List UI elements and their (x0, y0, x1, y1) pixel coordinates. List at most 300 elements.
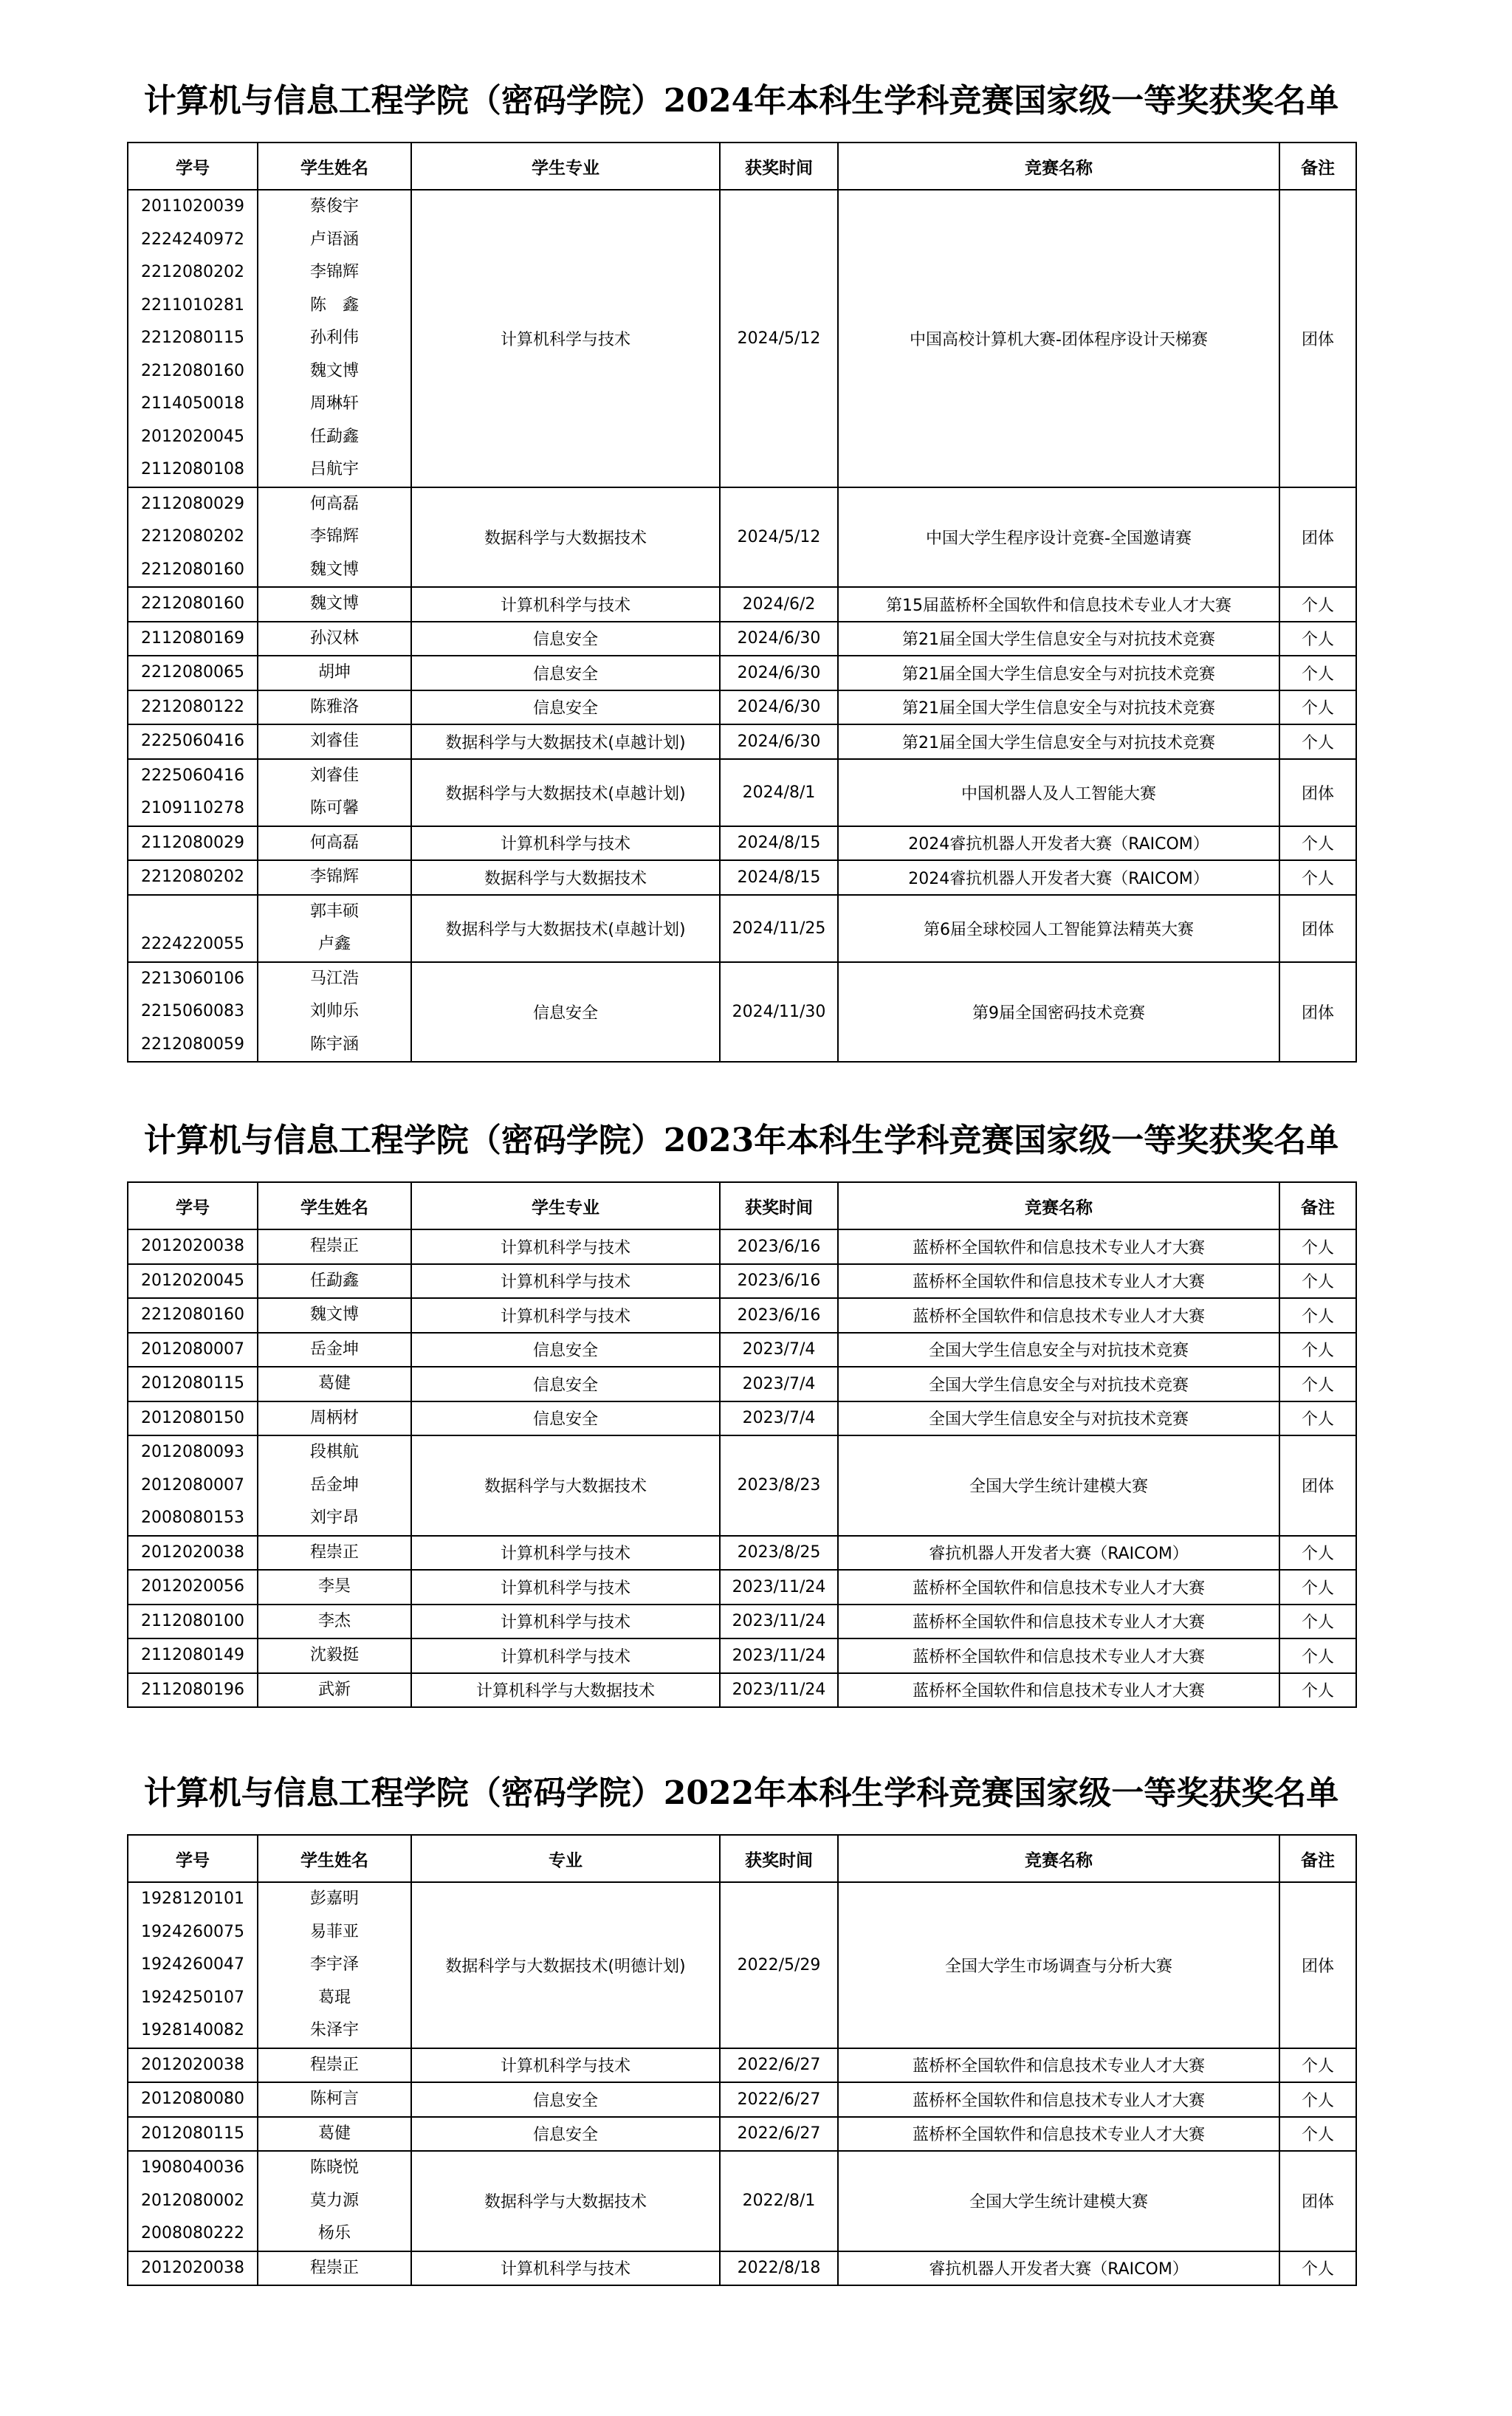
major: 信息安全 (532, 1410, 598, 1430)
student-id-cell (128, 1401, 258, 1436)
column-header: 竞赛名称 (838, 1182, 1279, 1229)
student-name: 任勐鑫 (309, 427, 359, 446)
student-id: 2012020038 (141, 2055, 244, 2074)
student-id-cell (128, 1264, 258, 1299)
competition-cell (838, 1638, 1279, 1673)
student-name-cell (258, 487, 411, 588)
table-row (128, 656, 1356, 690)
student-id-cell (128, 2151, 258, 2251)
date: 2023/6/16 (737, 1305, 821, 1325)
date-cell (720, 895, 838, 962)
date-cell (720, 2082, 838, 2117)
student-id-cell (128, 587, 258, 622)
competition-cell (838, 895, 1279, 962)
student-name: 何高磊 (309, 494, 359, 513)
competition-cell (838, 190, 1279, 487)
student-id: 2012080002 (141, 2191, 244, 2210)
note-cell (1279, 2082, 1356, 2117)
competition-cell (838, 962, 1279, 1063)
student-id: 2212080160 (141, 594, 244, 613)
table-row (128, 1401, 1356, 1436)
major-cell (411, 1605, 720, 1639)
table-row (128, 962, 1356, 1063)
student-id: 2012080093 (141, 1443, 244, 1461)
competition: 全国大学生信息安全与对抗技术竞赛 (928, 1342, 1189, 1361)
competition-cell (838, 1367, 1279, 1401)
table-row (128, 2151, 1356, 2251)
major: 数据科学与大数据技术 (484, 1478, 647, 1497)
student-id-cell (128, 622, 258, 656)
student-name: 程崇正 (309, 2258, 359, 2277)
student-id: 2109110278 (141, 799, 244, 817)
note-cell (1279, 1264, 1356, 1299)
student-id: 2211010281 (141, 295, 244, 315)
student-name: 陈 鑫 (309, 295, 359, 315)
student-id-cell (128, 1435, 258, 1536)
date-cell (720, 826, 838, 861)
student-name: 陈宇涵 (309, 1034, 359, 1054)
major: 信息安全 (532, 2091, 598, 2110)
major-cell (411, 1333, 720, 1367)
student-id: 2215060083 (141, 1002, 244, 1020)
date: 2023/7/4 (742, 1340, 816, 1359)
student-id: 2112080029 (141, 494, 244, 513)
date-cell (720, 962, 838, 1063)
student-name: 葛琨 (317, 1988, 351, 2007)
student-name: 魏文博 (309, 594, 359, 613)
date: 2022/6/27 (737, 2056, 821, 2075)
major-cell (411, 587, 720, 622)
student-id: 1924260047 (141, 1955, 244, 1974)
date: 2024/6/30 (737, 629, 821, 648)
student-name: 何高磊 (309, 833, 359, 852)
major: 计算机科学与技术 (500, 1613, 630, 1633)
date: 2023/8/25 (737, 1543, 821, 1562)
competition: 中国机器人及人工智能大赛 (961, 784, 1156, 803)
competition: 第6届全球校园人工智能算法精英大赛 (924, 920, 1194, 939)
student-id: 2225060416 (141, 766, 244, 785)
major-cell (411, 1229, 720, 1264)
major: 信息安全 (532, 2126, 598, 2145)
student-id-cell (128, 895, 258, 962)
student-id: 2212080202 (141, 263, 244, 281)
column-header: 学生姓名 (258, 1182, 411, 1229)
note-cell (1279, 2048, 1356, 2083)
student-id: 2008080153 (141, 1509, 244, 1527)
student-id-cell (128, 1229, 258, 1264)
student-id: 2212080160 (141, 560, 244, 579)
note: 个人 (1301, 2260, 1334, 2279)
table-row (128, 1882, 1356, 2048)
student-id: 2212080059 (141, 1034, 244, 1054)
note-cell (1279, 2117, 1356, 2152)
column-header: 获奖时间 (720, 143, 838, 190)
competition: 中国大学生程序设计竞赛-全国邀请赛 (926, 529, 1192, 548)
date: 2024/11/25 (732, 919, 826, 938)
major-cell (411, 690, 720, 725)
note: 个人 (1301, 699, 1334, 718)
student-name: 周柄材 (309, 1408, 359, 1427)
major: 信息安全 (532, 1342, 598, 1361)
competition: 蓝桥杯全国软件和信息技术专业人才大赛 (912, 2091, 1205, 2110)
competition-cell (838, 1401, 1279, 1436)
note-cell (1279, 1401, 1356, 1436)
date: 2024/6/30 (737, 663, 821, 682)
note: 个人 (1301, 631, 1334, 650)
student-id: 2114050018 (141, 394, 244, 413)
student-id: 2012020056 (141, 1577, 244, 1596)
student-id: 2112080149 (141, 1646, 244, 1664)
student-name: 卢语涵 (309, 230, 359, 249)
column-header: 学生姓名 (258, 143, 411, 190)
major: 数据科学与大数据技术 (484, 529, 647, 548)
student-name: 李杰 (317, 1611, 351, 1630)
competition: 蓝桥杯全国软件和信息技术专业人才大赛 (912, 1647, 1205, 1667)
major: 数据科学与大数据技术(明德计划) (445, 1957, 686, 1976)
date-cell (720, 2117, 838, 2152)
major: 计算机科学与技术 (500, 1545, 630, 1564)
student-id: 2012080007 (141, 1339, 244, 1359)
competition: 蓝桥杯全国软件和信息技术专业人才大赛 (912, 2057, 1205, 2076)
date-cell (720, 1401, 838, 1436)
student-name-cell (258, 860, 411, 895)
major-cell (411, 1367, 720, 1401)
table-row (128, 1333, 1356, 1367)
student-name-cell (258, 759, 411, 826)
table-row (128, 2117, 1356, 2152)
note: 个人 (1301, 2057, 1334, 2076)
student-id-cell (128, 1367, 258, 1401)
date: 2024/11/30 (732, 1002, 826, 1021)
note: 团体 (1301, 2193, 1334, 2212)
student-name: 刘睿佳 (309, 766, 359, 785)
awards-table (127, 1181, 1357, 1708)
date-cell (720, 724, 838, 759)
note-cell (1279, 1333, 1356, 1367)
student-name: 易菲亚 (309, 1922, 359, 1941)
section-title: 计算机与信息工程学院（密码学院）2024年本科生学科竞赛国家级一等奖获奖名单 (143, 82, 1339, 120)
note: 个人 (1301, 1682, 1334, 1701)
table-row (128, 1570, 1356, 1605)
student-name: 葛健 (317, 2124, 351, 2143)
student-name: 李锦辉 (309, 527, 359, 546)
header-row (128, 1835, 1356, 1882)
student-name-cell (258, 724, 411, 759)
student-id: 2011020039 (141, 197, 244, 216)
column-header: 学生专业 (411, 143, 720, 190)
student-id: 2213060106 (141, 969, 244, 988)
note-cell (1279, 1673, 1356, 1708)
note: 个人 (1301, 1579, 1334, 1598)
column-header: 学号 (128, 1835, 258, 1882)
competition: 蓝桥杯全国软件和信息技术专业人才大赛 (912, 1613, 1205, 1633)
student-id-cell (128, 487, 258, 588)
competition-cell (838, 690, 1279, 725)
note: 个人 (1301, 1410, 1334, 1430)
student-name-cell (258, 1401, 411, 1436)
major-cell (411, 1673, 720, 1708)
student-id: 2212080160 (141, 361, 244, 380)
student-id: 2012020045 (141, 427, 244, 446)
date-cell (720, 190, 838, 487)
competition: 中国高校计算机大赛-团体程序设计天梯赛 (910, 330, 1208, 349)
major: 计算机科学与技术 (500, 2260, 630, 2279)
student-id: 2112080196 (141, 1680, 244, 1699)
awards-table (127, 1834, 1357, 2286)
competition-cell (838, 860, 1279, 895)
competition: 蓝桥杯全国软件和信息技术专业人才大赛 (912, 1682, 1205, 1701)
note-cell (1279, 2251, 1356, 2286)
competition-cell (838, 656, 1279, 690)
student-name-cell (258, 656, 411, 690)
note-cell (1279, 622, 1356, 656)
student-id: 2012080115 (141, 1374, 244, 1393)
competition-cell (838, 1570, 1279, 1605)
date: 2023/11/24 (732, 1681, 826, 1700)
date-cell (720, 656, 838, 690)
table-row (128, 860, 1356, 895)
major-cell (411, 826, 720, 861)
major-cell (411, 190, 720, 487)
competition: 第21届全国大学生信息安全与对抗技术竞赛 (902, 631, 1215, 650)
date-cell (720, 1264, 838, 1299)
note-cell (1279, 2151, 1356, 2251)
date-cell (720, 690, 838, 725)
column-header: 竞赛名称 (838, 1835, 1279, 1882)
table-row (128, 2251, 1356, 2286)
major: 数据科学与大数据技术 (484, 2193, 647, 2212)
note: 个人 (1301, 1273, 1334, 1292)
student-name-cell (258, 2251, 411, 2286)
date: 2022/8/1 (742, 2192, 816, 2211)
date: 2024/8/15 (737, 868, 821, 887)
competition: 蓝桥杯全国软件和信息技术专业人才大赛 (912, 1307, 1205, 1326)
section-title: 计算机与信息工程学院（密码学院）2022年本科生学科竞赛国家级一等奖获奖名单 (143, 1774, 1339, 1812)
competition: 全国大学生统计建模大赛 (969, 1478, 1148, 1497)
competition: 第15届蓝桥杯全国软件和信息技术专业人才大赛 (886, 596, 1231, 615)
note-cell (1279, 1435, 1356, 1536)
major: 信息安全 (532, 1003, 598, 1023)
note-cell (1279, 690, 1356, 725)
competition: 第21届全国大学生信息安全与对抗技术竞赛 (902, 699, 1215, 718)
major: 信息安全 (532, 631, 598, 650)
student-name: 程崇正 (309, 1237, 359, 1255)
student-id-cell (128, 2048, 258, 2083)
note-cell (1279, 1298, 1356, 1333)
date-cell (720, 587, 838, 622)
student-id: 2112080029 (141, 833, 244, 852)
awards-table (127, 142, 1357, 1063)
date-cell (720, 1570, 838, 1605)
student-name-cell (258, 690, 411, 725)
student-id: 2225060416 (141, 732, 244, 750)
date-cell (720, 2048, 838, 2083)
table-row (128, 895, 1356, 962)
competition: 全国大学生市场调查与分析大赛 (944, 1957, 1172, 1976)
major-cell (411, 1298, 720, 1333)
student-id: 1908040036 (141, 2158, 244, 2177)
column-header: 学生姓名 (258, 1835, 411, 1882)
student-name: 魏文博 (309, 1305, 359, 1324)
student-id: 2012020038 (141, 2258, 244, 2277)
date: 2023/6/16 (737, 1237, 821, 1256)
student-name: 任勐鑫 (309, 1271, 359, 1290)
student-name: 陈柯言 (309, 2090, 359, 2108)
student-id-cell (128, 690, 258, 725)
date: 2024/8/1 (742, 783, 816, 802)
student-name: 李锦辉 (309, 263, 359, 281)
date: 2024/8/15 (737, 834, 821, 853)
competition-cell (838, 587, 1279, 622)
major: 计算机科学与技术 (500, 1273, 630, 1292)
competition-cell (838, 487, 1279, 588)
date: 2022/8/18 (737, 2259, 821, 2278)
competition-cell (838, 622, 1279, 656)
major-cell (411, 1570, 720, 1605)
student-id: 2212080202 (141, 527, 244, 546)
student-name: 杨乐 (317, 2224, 351, 2242)
student-id-cell (128, 1333, 258, 1367)
competition-cell (838, 2082, 1279, 2117)
competition-cell (838, 1229, 1279, 1264)
date-cell (720, 860, 838, 895)
competition: 全国大学生信息安全与对抗技术竞赛 (928, 1376, 1189, 1395)
major-cell (411, 1435, 720, 1536)
competition-cell (838, 1333, 1279, 1367)
student-id: 2112080100 (141, 1611, 244, 1630)
student-name: 莫力源 (309, 2191, 359, 2210)
major: 信息安全 (532, 699, 598, 718)
note: 团体 (1301, 330, 1334, 349)
competition: 第21届全国大学生信息安全与对抗技术竞赛 (902, 665, 1215, 684)
table-row (128, 1435, 1356, 1536)
date: 2023/6/16 (737, 1272, 821, 1291)
major-cell (411, 895, 720, 962)
student-id: 1928120101 (141, 1890, 244, 1908)
competition-cell (838, 2048, 1279, 2083)
date-cell (720, 759, 838, 826)
date: 2022/6/27 (737, 2124, 821, 2144)
table-row (128, 1264, 1356, 1299)
note-cell (1279, 759, 1356, 826)
student-id: 1924250107 (141, 1988, 244, 2007)
competition: 蓝桥杯全国软件和信息技术专业人才大赛 (912, 1579, 1205, 1598)
major: 计算机科学与技术 (500, 835, 630, 854)
table-row (128, 690, 1356, 725)
student-id: 2224220055 (141, 935, 244, 953)
note: 团体 (1301, 784, 1334, 803)
student-id-cell (128, 1298, 258, 1333)
student-name: 彭嘉明 (309, 1890, 359, 1908)
competition-cell (838, 1673, 1279, 1708)
student-name: 周琳轩 (309, 394, 359, 413)
competition: 蓝桥杯全国软件和信息技术专业人才大赛 (912, 1273, 1205, 1292)
major-cell (411, 1882, 720, 2048)
student-id-cell (128, 724, 258, 759)
date: 2024/6/2 (742, 594, 816, 614)
note-cell (1279, 1570, 1356, 1605)
competition: 2024睿抗机器人开发者大赛（RAICOM） (908, 869, 1209, 888)
date: 2024/5/12 (737, 329, 821, 348)
note-cell (1279, 860, 1356, 895)
column-header: 备注 (1279, 1835, 1356, 1882)
section-2024 (127, 53, 1355, 1063)
student-name: 武新 (317, 1680, 351, 1699)
student-id-cell (128, 759, 258, 826)
student-id: 2012080150 (141, 1408, 244, 1427)
note: 个人 (1301, 1342, 1334, 1361)
student-id-cell (128, 1882, 258, 2048)
student-id: 1924260075 (141, 1922, 244, 1941)
major: 计算机科学与技术 (500, 2057, 630, 2076)
major-cell (411, 2048, 720, 2083)
student-id: 2012080080 (141, 2090, 244, 2108)
student-id: 1928140082 (141, 2021, 244, 2039)
student-name-cell (258, 962, 411, 1063)
major-cell (411, 1536, 720, 1571)
major: 计算机科学与技术 (500, 1238, 630, 1257)
column-header: 获奖时间 (720, 1182, 838, 1229)
column-header: 获奖时间 (720, 1835, 838, 1882)
note: 个人 (1301, 869, 1334, 888)
major-cell (411, 962, 720, 1063)
student-name-cell (258, 1435, 411, 1536)
major-cell (411, 2151, 720, 2251)
note: 个人 (1301, 1376, 1334, 1395)
note: 个人 (1301, 2126, 1334, 2145)
student-name: 岳金坤 (309, 1339, 359, 1359)
date-cell (720, 1536, 838, 1571)
column-header: 备注 (1279, 143, 1356, 190)
date: 2023/7/4 (742, 1409, 816, 1428)
major: 计算机科学与大数据技术 (475, 1682, 655, 1701)
table-row (128, 622, 1356, 656)
table-row (128, 1229, 1356, 1264)
table-row (128, 1298, 1356, 1333)
note-cell (1279, 1367, 1356, 1401)
major: 数据科学与大数据技术(卓越计划) (445, 784, 686, 803)
student-id: 2112080169 (141, 628, 244, 648)
major-cell (411, 2251, 720, 2286)
student-name-cell (258, 895, 411, 962)
student-id-cell (128, 826, 258, 861)
major-cell (411, 656, 720, 690)
note-cell (1279, 1605, 1356, 1639)
student-id-cell (128, 190, 258, 487)
student-id: 2212080160 (141, 1305, 244, 1324)
student-id: 2224240972 (141, 230, 244, 249)
section-2022 (127, 1746, 1355, 2286)
major-cell (411, 1638, 720, 1673)
date: 2023/7/4 (742, 1374, 816, 1393)
student-id: 2008080222 (141, 2224, 244, 2242)
student-name: 马江浩 (309, 969, 359, 988)
student-name-cell (258, 1638, 411, 1673)
student-name: 刘帅乐 (309, 1002, 359, 1020)
student-name: 孙利伟 (309, 329, 359, 347)
student-name-cell (258, 1570, 411, 1605)
note: 团体 (1301, 1957, 1334, 1976)
note-cell (1279, 1536, 1356, 1571)
table-row (128, 1536, 1356, 1571)
student-name-cell (258, 1264, 411, 1299)
date: 2023/8/23 (737, 1476, 821, 1495)
table-row (128, 1605, 1356, 1639)
student-name-cell (258, 1333, 411, 1367)
major: 信息安全 (532, 665, 598, 684)
date: 2024/6/30 (737, 698, 821, 717)
table-row (128, 826, 1356, 861)
